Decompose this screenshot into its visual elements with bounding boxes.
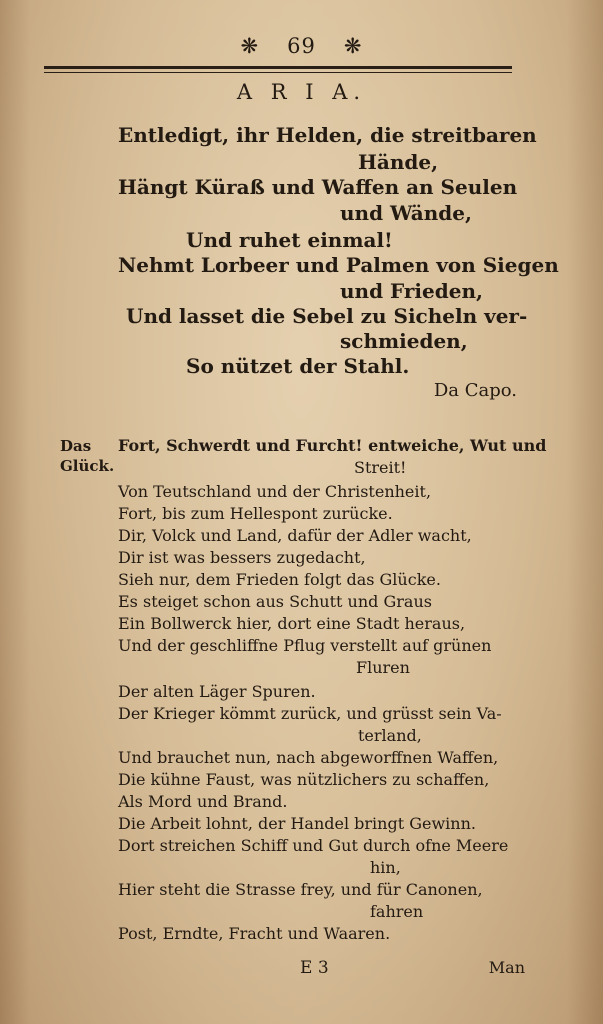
verse-line: Post, Erndte, Fracht und Waaren. xyxy=(118,924,391,943)
speaker-label xyxy=(60,436,114,476)
verse-line: Streit! xyxy=(354,458,407,477)
ornament-right-icon: ❋ xyxy=(343,34,363,58)
verse-line: Die Arbeit lohnt, der Handel bringt Gewinn. xyxy=(118,814,476,833)
aria-title: A R I A. xyxy=(236,80,367,104)
aria-line-2: Hände, xyxy=(358,150,439,174)
aria-line-3: Hängt Küraß und Waffen an Seulen xyxy=(118,175,518,199)
da-capo: Da Capo. xyxy=(433,380,517,401)
verse-line: Die kühne Faust, was nützlichers zu schaffen, xyxy=(118,770,490,789)
verse-line: Dort streichen Schiff und Gut durch ofne Meere xyxy=(118,836,509,855)
verse-line: terland, xyxy=(358,726,422,745)
aria-line-9: schmieden, xyxy=(340,329,468,353)
page-number: 69 xyxy=(287,34,316,58)
ornament-left-icon: ❋ xyxy=(240,34,260,58)
aria-line-4: und Wände, xyxy=(340,201,472,225)
verse-line: Ein Bollwerck hier, dort eine Stadt heraus, xyxy=(118,614,466,633)
signature-mark: E 3 xyxy=(300,958,329,978)
verse-line: Dir ist was bessers zugedacht, xyxy=(118,548,366,567)
aria-line-1: Entledigt, ihr Helden, die streitbaren xyxy=(118,123,537,147)
header-rule-thin xyxy=(44,72,512,73)
verse-line: Und der geschliffne Pflug verstellt auf grünen xyxy=(118,636,492,655)
speaker-line-2: Glück. xyxy=(60,457,115,475)
aria-line-8: Und lasset die Sebel zu Sicheln ver- xyxy=(126,304,528,328)
verse-line: Dir, Volck und Land, dafür der Adler wacht, xyxy=(118,526,472,545)
verse-line: Der Krieger kömmt zurück, und grüsst sein Va- xyxy=(118,704,502,723)
aria-line-5: Und ruhet einmal! xyxy=(186,228,393,252)
verse-line: Und brauchet nun, nach abgeworffnen Waffen, xyxy=(118,748,499,767)
verse-line: Es steiget schon aus Schutt und Graus xyxy=(118,592,432,611)
verse-line: Fluren xyxy=(356,658,410,677)
aria-line-7: und Frieden, xyxy=(340,279,483,303)
verse-line: Hier steht die Strasse frey, und für Canonen, xyxy=(118,880,483,899)
verse-line: Fort, bis zum Hellespont zurücke. xyxy=(118,504,393,523)
catchword: Man xyxy=(488,958,525,977)
verse-line: Der alten Läger Spuren. xyxy=(118,682,316,701)
verse-line: Sieh nur, dem Frieden folgt das Glücke. xyxy=(118,570,441,589)
speaker-line-1: Das xyxy=(60,437,92,455)
verse-line: Fort, Schwerdt und Furcht! entweiche, Wut und xyxy=(118,436,547,455)
page-header xyxy=(0,34,603,58)
verse-line: Als Mord und Brand. xyxy=(118,792,288,811)
verse-line: Von Teutschland und der Christenheit, xyxy=(118,482,432,501)
verse-line: fahren xyxy=(370,902,424,921)
header-rule-thick xyxy=(44,66,512,69)
verse-line: hin, xyxy=(370,858,401,877)
aria-line-6: Nehmt Lorbeer und Palmen von Siegen xyxy=(118,253,559,277)
aria-line-10: So nützet der Stahl. xyxy=(186,354,410,378)
